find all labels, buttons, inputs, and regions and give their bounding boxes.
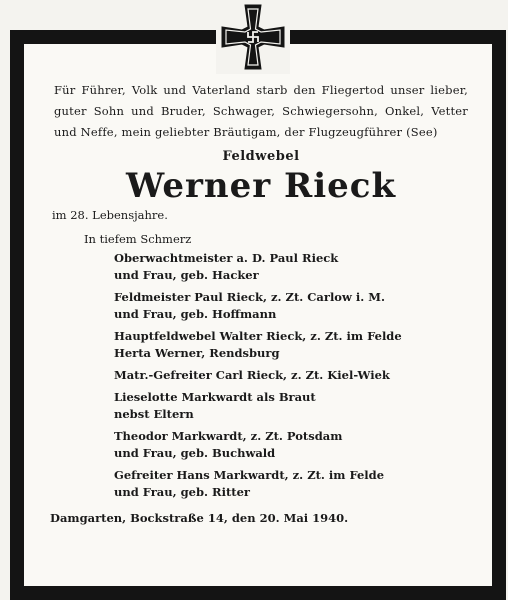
- mourner-entry: [114, 289, 472, 323]
- mourner-line: und Frau, geb. Hoffmann: [114, 307, 277, 321]
- rank-label: Feldwebel: [222, 149, 300, 164]
- obituary-frame: [10, 30, 506, 600]
- mourner-line: Matr.-Gefreiter Carl Rieck, z. Zt. Kiel-Wiek: [114, 368, 390, 382]
- obituary-content: [50, 66, 472, 525]
- deceased-name: Werner Rieck: [125, 166, 397, 206]
- mourner-line: Theodor Markwardt, z. Zt. Potsdam: [114, 429, 343, 443]
- grief-line: In tiefem Schmerz: [84, 232, 192, 246]
- mourner-entry: [114, 467, 472, 501]
- mourner-entry: [114, 389, 472, 423]
- mourner-entry: [114, 428, 472, 462]
- mourner-line: nebst Eltern: [114, 407, 194, 421]
- iron-cross-icon: [220, 3, 286, 71]
- mourners-list: [114, 250, 472, 501]
- mourner-line: Gefreiter Hans Markwardt, z. Zt. im Felde: [114, 468, 385, 482]
- mourner-entry: [114, 250, 472, 284]
- mourner-line: Feldmeister Paul Rieck, z. Zt. Carlow i. M.: [114, 290, 385, 304]
- place-date-line: Damgarten, Bockstraße 14, den 20. Mai 1940.: [50, 511, 349, 525]
- age-line: im 28. Lebensjahre.: [52, 208, 168, 222]
- mourner-line: und Frau, geb. Buchwald: [114, 446, 276, 460]
- mourner-line: Herta Werner, Rendsburg: [114, 346, 280, 360]
- mourner-line: Lieselotte Markwardt als Braut: [114, 390, 316, 404]
- mourner-line: und Frau, geb. Hacker: [114, 268, 259, 282]
- mourner-entry: [114, 328, 472, 362]
- mourner-line: und Frau, geb. Ritter: [114, 485, 250, 499]
- mourner-line: Hauptfeldwebel Walter Rieck, z. Zt. im Felde: [114, 329, 402, 343]
- mourner-line: Oberwachtmeister a. D. Paul Rieck: [114, 251, 339, 265]
- mourner-entry: [114, 367, 472, 384]
- intro-text: Für Führer, Volk und Vaterland starb den Fliegertod unser lieber, guter Sohn und Bruder, Schwager, Schwiegersohn, Onkel, Vetter und Neffe, mein geliebter Bräutigam, der Flugzeugführer (See): [54, 83, 468, 139]
- header-emblem: [216, 0, 290, 74]
